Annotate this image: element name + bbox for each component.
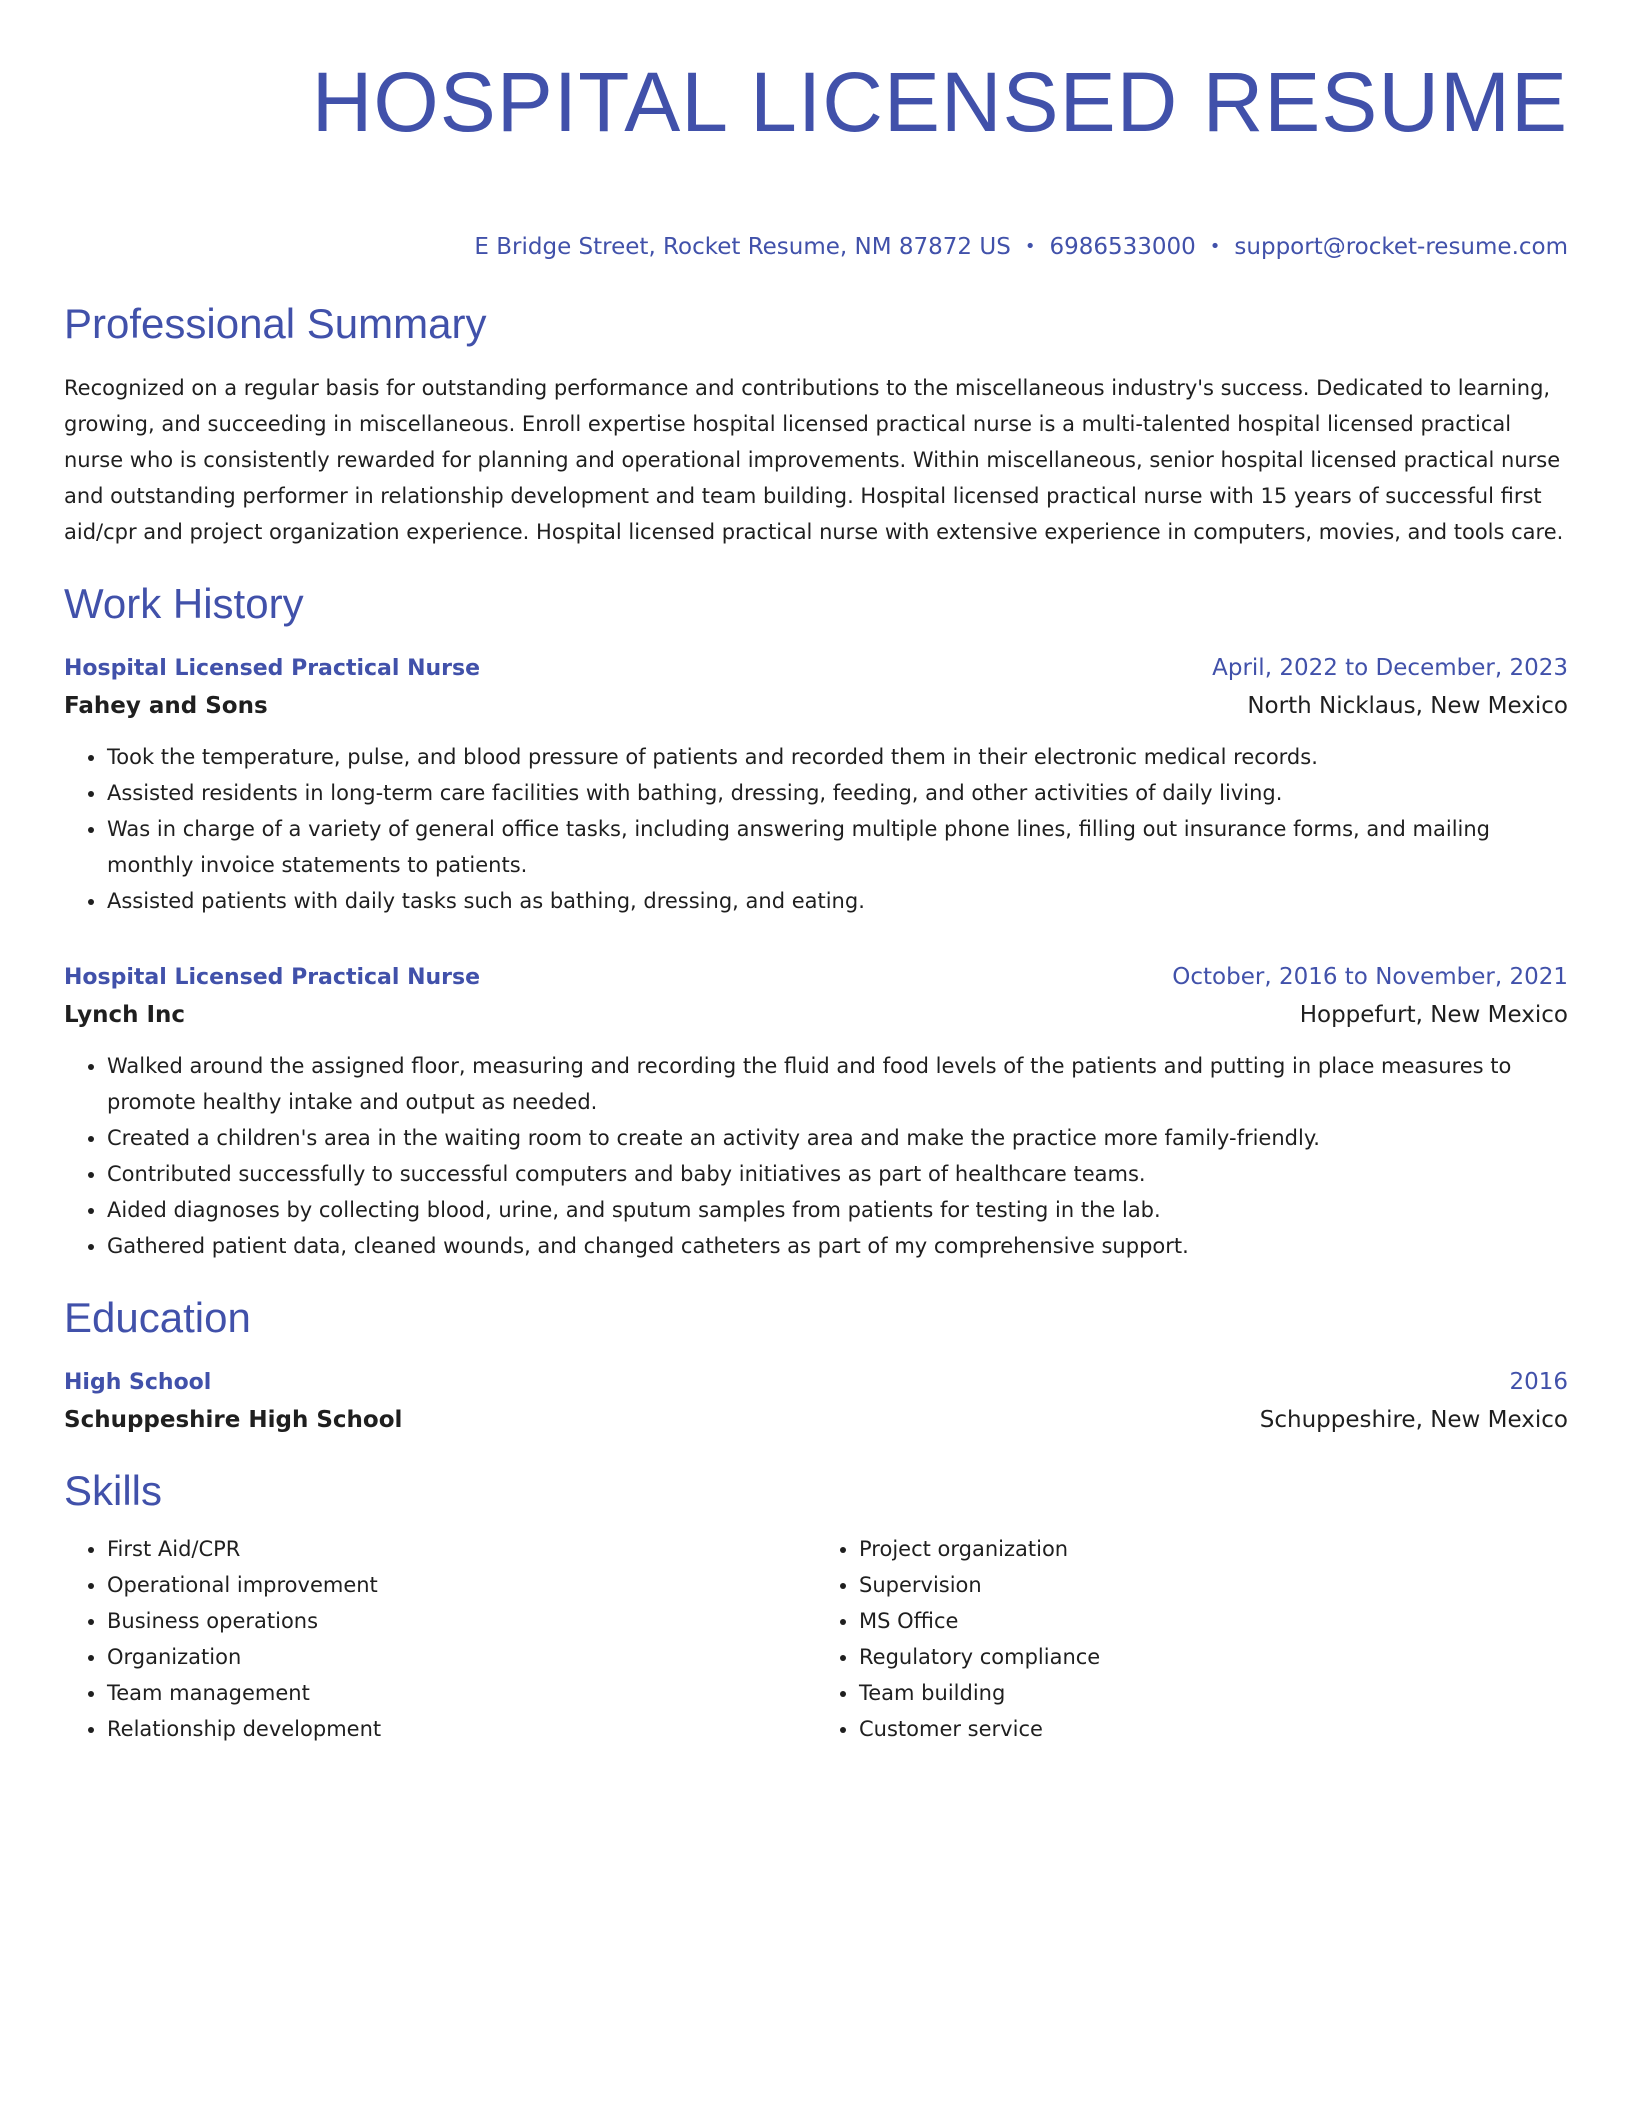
education-school-row — [64, 1401, 1568, 1439]
education-header-row — [64, 1364, 1568, 1401]
job-bullet: • Assisted patients with daily tasks such as bathing, dressing, and eating. — [107, 883, 1568, 919]
job-bullet-list — [64, 1048, 1568, 1264]
contact-line — [64, 232, 1568, 264]
skill-item: • Business operations — [107, 1603, 816, 1639]
job-entry — [64, 959, 1568, 1264]
skills-list — [64, 1531, 816, 1747]
skill-item: • Customer service — [859, 1711, 1568, 1747]
summary-text: Recognized on a regular basis for outstanding performance and contributions to the miscellaneous industry's success. Dedicated to learning, growing, and succeeding in miscellaneous. Enroll expertise hospital licensed practical nurse is a multi-talented hospital licensed practical nurse who is consistently rewarded for planning and operational improvements. Within miscellaneous, senior hospital licensed practical nurse and outstanding performer in relationship development and team building. Hospital licensed practical nurse with 15 years of successful first aid/cpr and project organization experience. Hospital licensed practical nurse with extensive experience in computers, movies, and tools care. — [64, 376, 1564, 544]
contact-separator: • — [1024, 236, 1036, 257]
resume-header — [64, 52, 1568, 264]
job-header-row — [64, 650, 1568, 687]
skill-item: • Operational improvement — [107, 1567, 816, 1603]
skill-item: • Regulatory compliance — [859, 1639, 1568, 1675]
job-company-row — [64, 687, 1568, 725]
job-bullet: • Walked around the assigned floor, measuring and recording the fluid and food levels of the patients and putting in place measures to promote healthy intake and output as needed. — [107, 1048, 1568, 1120]
resume-title: HOSPITAL LICENSED RESUME — [311, 55, 1568, 149]
job-location: North Nicklaus, New Mexico — [1247, 693, 1568, 719]
education-entry — [64, 1364, 1568, 1439]
job-bullet: • Assisted residents in long-term care facilities with bathing, dressing, feeding, and other activities of daily living. — [107, 775, 1568, 811]
skills-grid — [64, 1531, 1568, 1747]
education-year: 2016 — [1509, 1369, 1568, 1395]
job-bullet: • Contributed successfully to successful computers and baby initiatives as part of healthcare teams. — [107, 1156, 1568, 1192]
job-title: Hospital Licensed Practical Nurse — [64, 965, 481, 990]
job-company-row — [64, 996, 1568, 1034]
job-bullet: • Took the temperature, pulse, and blood pressure of patients and recorded them in their electronic medical records. — [107, 739, 1568, 775]
job-bullet: • Gathered patient data, cleaned wounds, and changed catheters as part of my comprehensive support. — [107, 1228, 1568, 1264]
skill-item: • Team management — [107, 1675, 816, 1711]
education-school: Schuppeshire High School — [64, 1407, 403, 1433]
skills-column-left — [64, 1531, 816, 1747]
section-heading-summary: Professional Summary — [64, 300, 487, 347]
job-bullet: • Created a children's area in the waiting room to create an activity area and make the practice more family-friendly. — [107, 1120, 1568, 1156]
job-dates: October, 2016 to November, 2021 — [1172, 964, 1568, 990]
section-heading-work: Work History — [64, 580, 304, 627]
work-history-section — [64, 576, 1568, 1264]
skill-item: • Team building — [859, 1675, 1568, 1711]
skills-list — [816, 1531, 1568, 1747]
section-heading-education: Education — [64, 1294, 251, 1341]
contact-separator: • — [1209, 236, 1221, 257]
section-heading-skills: Skills — [64, 1467, 163, 1514]
job-location: Hoppefurt, New Mexico — [1299, 1002, 1568, 1028]
job-entry — [64, 650, 1568, 919]
education-section — [64, 1290, 1568, 1439]
skill-item: • Relationship development — [107, 1711, 816, 1747]
skill-item: • Project organization — [859, 1531, 1568, 1567]
job-title: Hospital Licensed Practical Nurse — [64, 656, 481, 681]
summary-section — [64, 296, 1568, 550]
contact-address: E Bridge Street, Rocket Resume, NM 87872 US — [474, 234, 1011, 260]
education-degree: High School — [64, 1370, 212, 1395]
job-header-row — [64, 959, 1568, 996]
job-bullet: • Aided diagnoses by collecting blood, urine, and sputum samples from patients for testing in the lab. — [107, 1192, 1568, 1228]
skill-item: • MS Office — [859, 1603, 1568, 1639]
job-company: Fahey and Sons — [64, 693, 268, 719]
skill-item: • First Aid/CPR — [107, 1531, 816, 1567]
contact-phone: 6986533000 — [1049, 234, 1196, 260]
skills-section — [64, 1463, 1568, 1747]
skill-item: • Supervision — [859, 1567, 1568, 1603]
job-dates: April, 2022 to December, 2023 — [1212, 655, 1568, 681]
job-bullet-list — [64, 739, 1568, 919]
education-location: Schuppeshire, New Mexico — [1259, 1407, 1568, 1433]
skills-column-right — [816, 1531, 1568, 1747]
job-company: Lynch Inc — [64, 1002, 186, 1028]
contact-email: support@rocket-resume.com — [1234, 234, 1568, 260]
skill-item: • Organization — [107, 1639, 816, 1675]
job-bullet: • Was in charge of a variety of general office tasks, including answering multiple phone lines, filling out insurance forms, and mailing monthly invoice statements to patients. — [107, 811, 1568, 883]
